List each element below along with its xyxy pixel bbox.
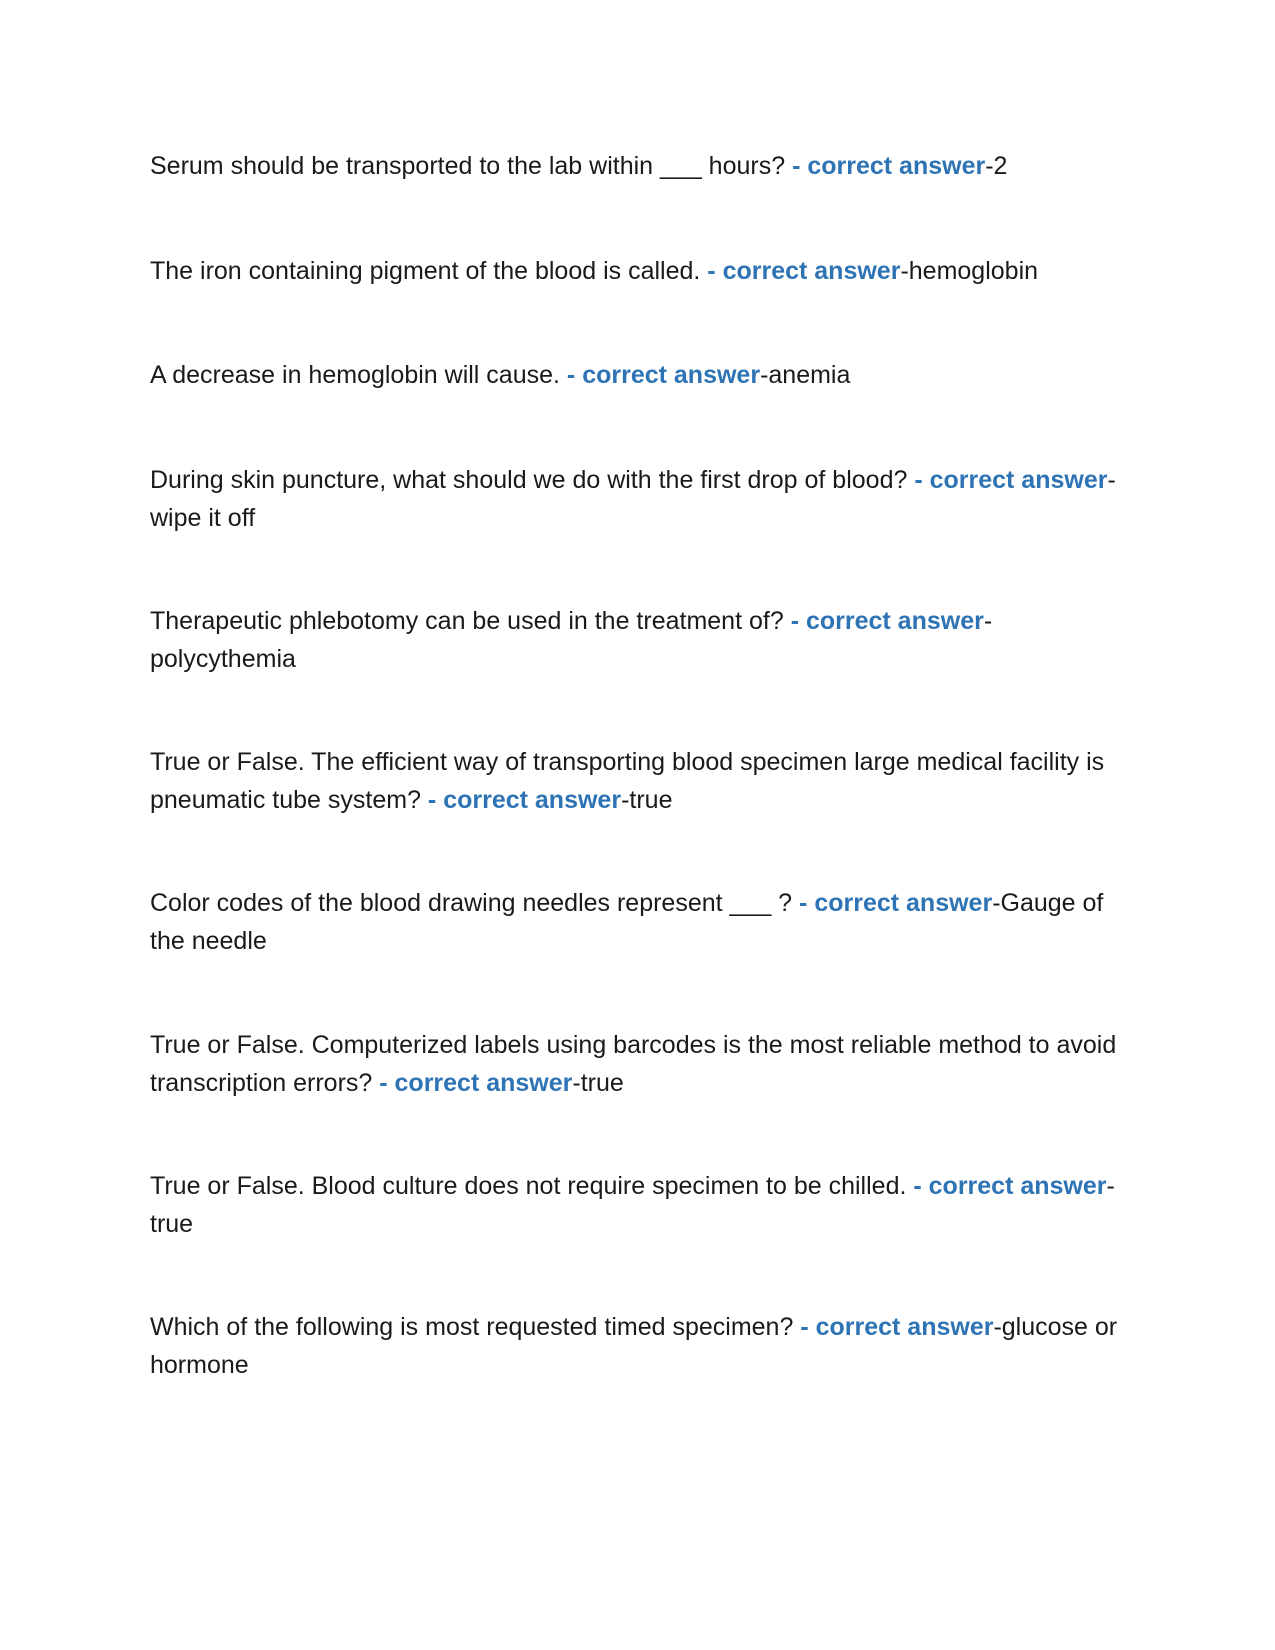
question-text: True or False. The efficient way of transporting blood specimen large medical facility is pneumatic tube system?: [150, 748, 1105, 814]
answer-marker: - correct answer: [379, 1069, 573, 1097]
qa-item: [150, 252, 1130, 290]
qa-item: [150, 1308, 1130, 1384]
qa-item: [150, 356, 1130, 394]
answer-marker: - correct answer: [792, 152, 986, 180]
qa-item: [150, 147, 1130, 185]
question-text: During skin puncture, what should we do with the first drop of blood?: [150, 466, 915, 494]
qa-item: [150, 602, 1130, 678]
qa-item: [150, 743, 1130, 819]
answer-text: -glucose or hormone: [150, 1313, 1118, 1379]
answer-marker: - correct answer: [913, 1172, 1107, 1200]
answer-marker: - correct answer: [790, 607, 984, 635]
question-text: Serum should be transported to the lab within ___ hours?: [150, 152, 793, 180]
question-text: Which of the following is most requested timed specimen?: [150, 1313, 801, 1341]
answer-text: -true: [621, 786, 673, 814]
qa-item: [150, 1167, 1130, 1243]
answer-marker: - correct answer: [800, 1313, 994, 1341]
answer-marker: - correct answer: [427, 786, 622, 814]
question-text: Therapeutic phlebotomy can be used in the treatment of?: [150, 607, 791, 635]
answer-text: -true: [150, 1172, 1115, 1238]
answer-text: -polycythemia: [150, 607, 993, 673]
answer-marker: - correct answer: [799, 889, 993, 917]
answer-marker: - correct answer: [566, 361, 761, 389]
qa-item: [150, 1026, 1130, 1102]
answer-marker: - correct answer: [914, 466, 1108, 494]
answer-text: -hemoglobin: [900, 257, 1039, 285]
qa-item: [150, 884, 1130, 960]
question-text: The iron containing pigment of the blood is called.: [150, 257, 708, 285]
answer-text: -Gauge of the needle: [150, 889, 1104, 955]
question-text: A decrease in hemoglobin will cause.: [150, 361, 567, 389]
answer-text: -anemia: [760, 361, 851, 389]
answer-text: -wipe it off: [150, 466, 1116, 532]
answer-marker: - correct answer: [707, 257, 901, 285]
answer-text: -true: [572, 1069, 624, 1097]
question-text: Color codes of the blood drawing needles represent ___ ?: [150, 889, 800, 917]
qa-item: [150, 461, 1130, 537]
question-text: True or False. Computerized labels using barcodes is the most reliable method to avoid transcription errors?: [150, 1031, 1117, 1097]
question-text: True or False. Blood culture does not require specimen to be chilled.: [150, 1172, 914, 1200]
answer-text: -2: [985, 152, 1008, 180]
